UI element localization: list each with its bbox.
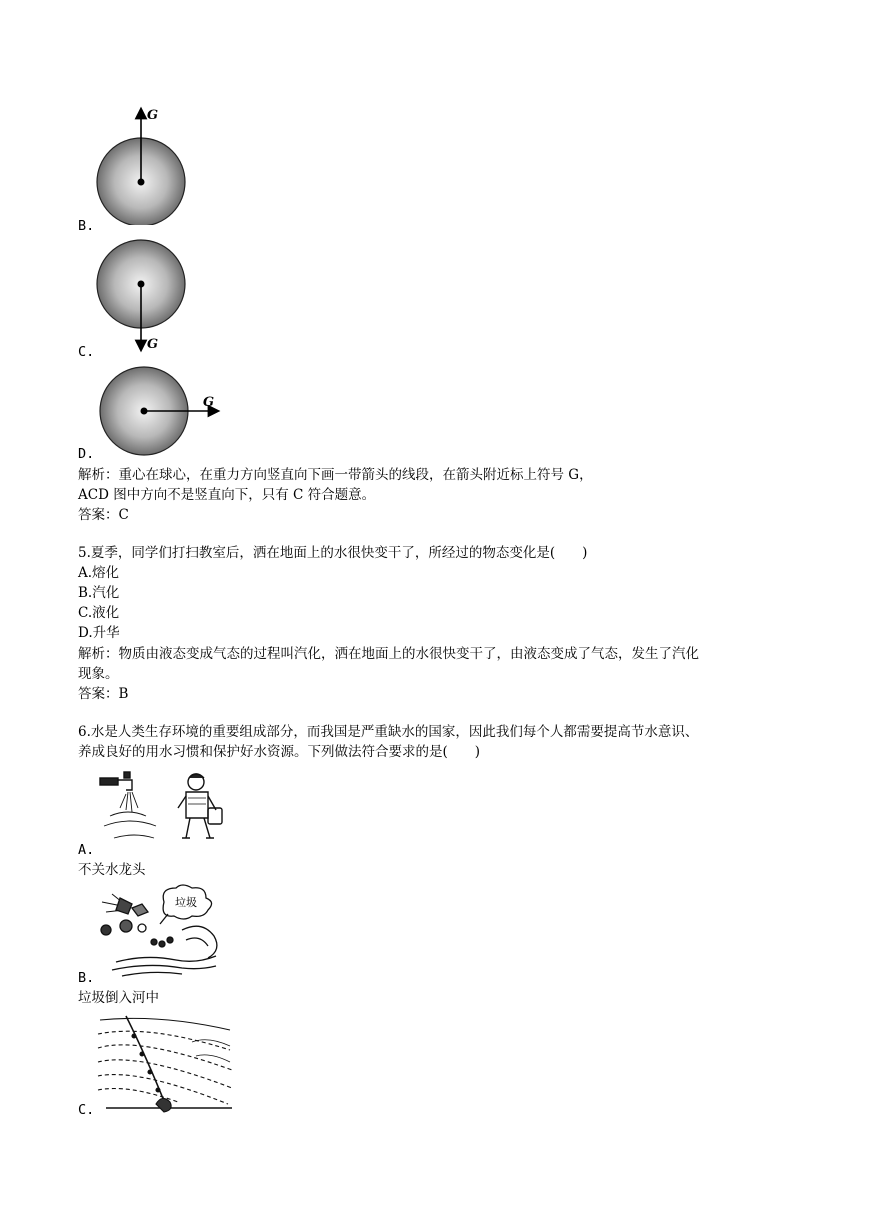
option-d-label: D.	[78, 446, 95, 462]
q5-option-a: A.熔化	[78, 565, 120, 581]
q5-analysis-line2: 现象。	[78, 666, 119, 682]
force-label-g: G	[147, 108, 159, 123]
q5-analysis-line1: 解析：物质由液态变成气态的过程叫汽化，洒在地面上的水很快变干了，由液态变成了气态，发生了汽化	[78, 646, 699, 662]
q4-answer: 答案：C	[78, 507, 129, 523]
q6-option-a-label: A.	[78, 842, 95, 858]
garbage-river-illustration	[96, 884, 226, 979]
q5-answer: 答案：B	[78, 686, 129, 702]
q6-option-a-caption: 不关水龙头	[78, 862, 146, 878]
q5-option-c: C.液化	[78, 605, 120, 621]
q4-analysis-line2: ACD 图中方向不是竖直向下，只有 C 符合题意。	[78, 487, 376, 503]
q6-question-line1: 6.水是人类生存环境的重要组成部分，而我国是严重缺水的国家，因此我们每个人都需要提高节水意识、	[78, 724, 699, 740]
ball-figure-c	[90, 238, 200, 353]
q5-option-b: B.汽化	[78, 585, 120, 601]
q6-option-b-caption: 垃圾倒入河中	[78, 990, 159, 1006]
ball-figure-d	[90, 362, 230, 457]
q6-option-b-label: B.	[78, 970, 95, 986]
option-c-label: C.	[78, 344, 95, 360]
force-label-g: G	[203, 395, 215, 410]
force-label-g: G	[147, 337, 159, 352]
q5-option-d: D.升华	[78, 625, 120, 641]
q5-question: 5.夏季，同学们打扫教室后，洒在地面上的水很快变干了，所经过的物态变化是( )	[78, 545, 588, 561]
garbage-sign-text: 垃圾	[175, 896, 197, 909]
q6-question-line2: 养成良好的用水习惯和保护好水资源。下列做法符合要求的是( )	[78, 744, 481, 760]
irrigation-illustration	[96, 1012, 236, 1116]
q6-option-c-label: C.	[78, 1102, 95, 1118]
faucet-illustration	[96, 768, 236, 848]
ball-figure-b	[90, 105, 200, 225]
option-b-label: B.	[78, 218, 95, 234]
q4-analysis-line1: 解析：重心在球心，在重力方向竖直向下画一带箭头的线段，在箭头附近标上符号 G，	[78, 467, 593, 483]
